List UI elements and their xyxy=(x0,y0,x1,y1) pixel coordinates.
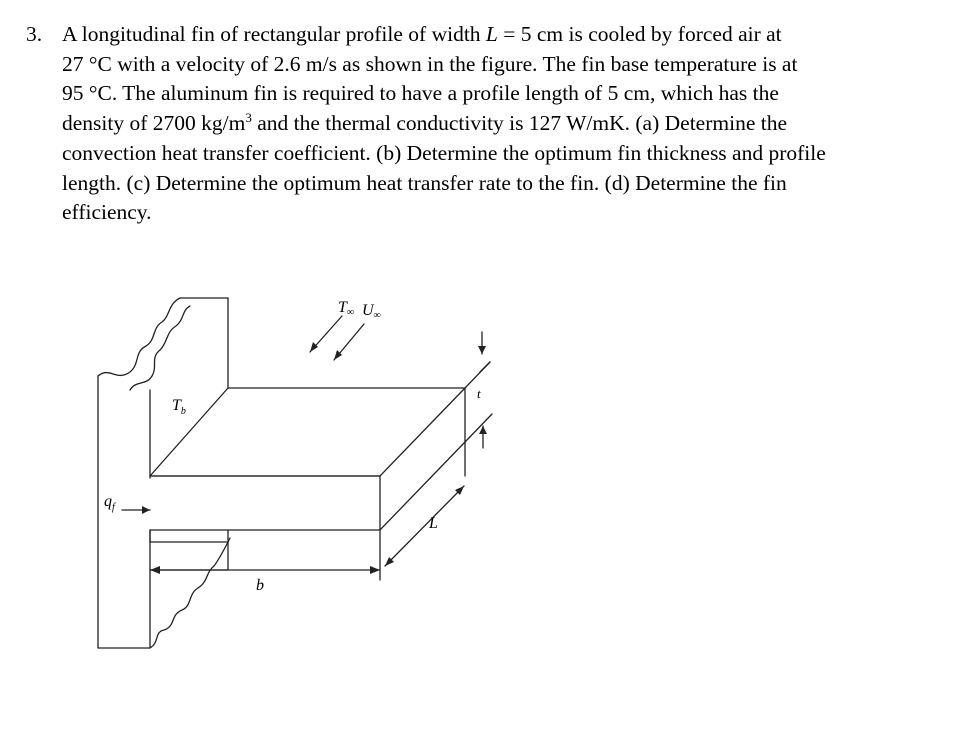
superscript: 3 xyxy=(245,110,252,126)
text-run: length. (c) Determine the optimum heat transfer rate to the fin. (d) Determine the fin xyxy=(62,170,787,195)
problem-line xyxy=(62,79,946,109)
fin-top-face xyxy=(150,388,465,476)
text-run: density of 2700 kg/m xyxy=(62,111,246,136)
wall-front-break xyxy=(130,306,190,390)
text-run: and the thermal conductivity is 127 W/mK. (a) Determine the xyxy=(251,111,788,136)
problem-line xyxy=(62,139,946,169)
problem-text xyxy=(62,20,946,228)
text-run: 27 °C with a velocity of 2.6 m/s as shown in the figure. The fin base temperature is at xyxy=(62,51,798,76)
fin-side-face xyxy=(380,388,465,530)
text-run: efficiency. xyxy=(62,200,152,225)
problem-line xyxy=(62,20,946,50)
problem-number: 3. xyxy=(26,22,43,46)
fin-diagram xyxy=(80,280,520,670)
math-variable: L xyxy=(485,22,498,46)
text-run: A longitudinal fin of rectangular profile of width xyxy=(62,22,486,46)
text-run: 95 °C. The aluminum fin is required to have a profile length of 5 cm, which has the xyxy=(62,81,779,106)
text-run: = 5 cm is cooled by forced air at xyxy=(497,22,782,46)
fin-front-face xyxy=(150,476,380,530)
problem-line xyxy=(62,50,946,80)
qf-label: $q_f$ xyxy=(104,493,115,513)
b-label: b xyxy=(256,577,264,594)
wall-outline xyxy=(98,376,230,648)
problem-line xyxy=(62,169,946,199)
text-run: convection heat transfer coefficient. (b) Determine the optimum fin thickness and profile xyxy=(62,140,826,165)
L-label: L xyxy=(429,515,438,532)
u-inf-label: U∞ xyxy=(362,302,381,321)
L-dimension-line xyxy=(385,486,464,566)
problem-line xyxy=(62,109,946,139)
t-label: t xyxy=(477,386,481,401)
fin-figure xyxy=(80,280,520,675)
problem-line xyxy=(62,198,946,228)
tb-label: $T_b$ xyxy=(172,397,186,417)
t-inf-label: T∞ xyxy=(338,299,355,318)
